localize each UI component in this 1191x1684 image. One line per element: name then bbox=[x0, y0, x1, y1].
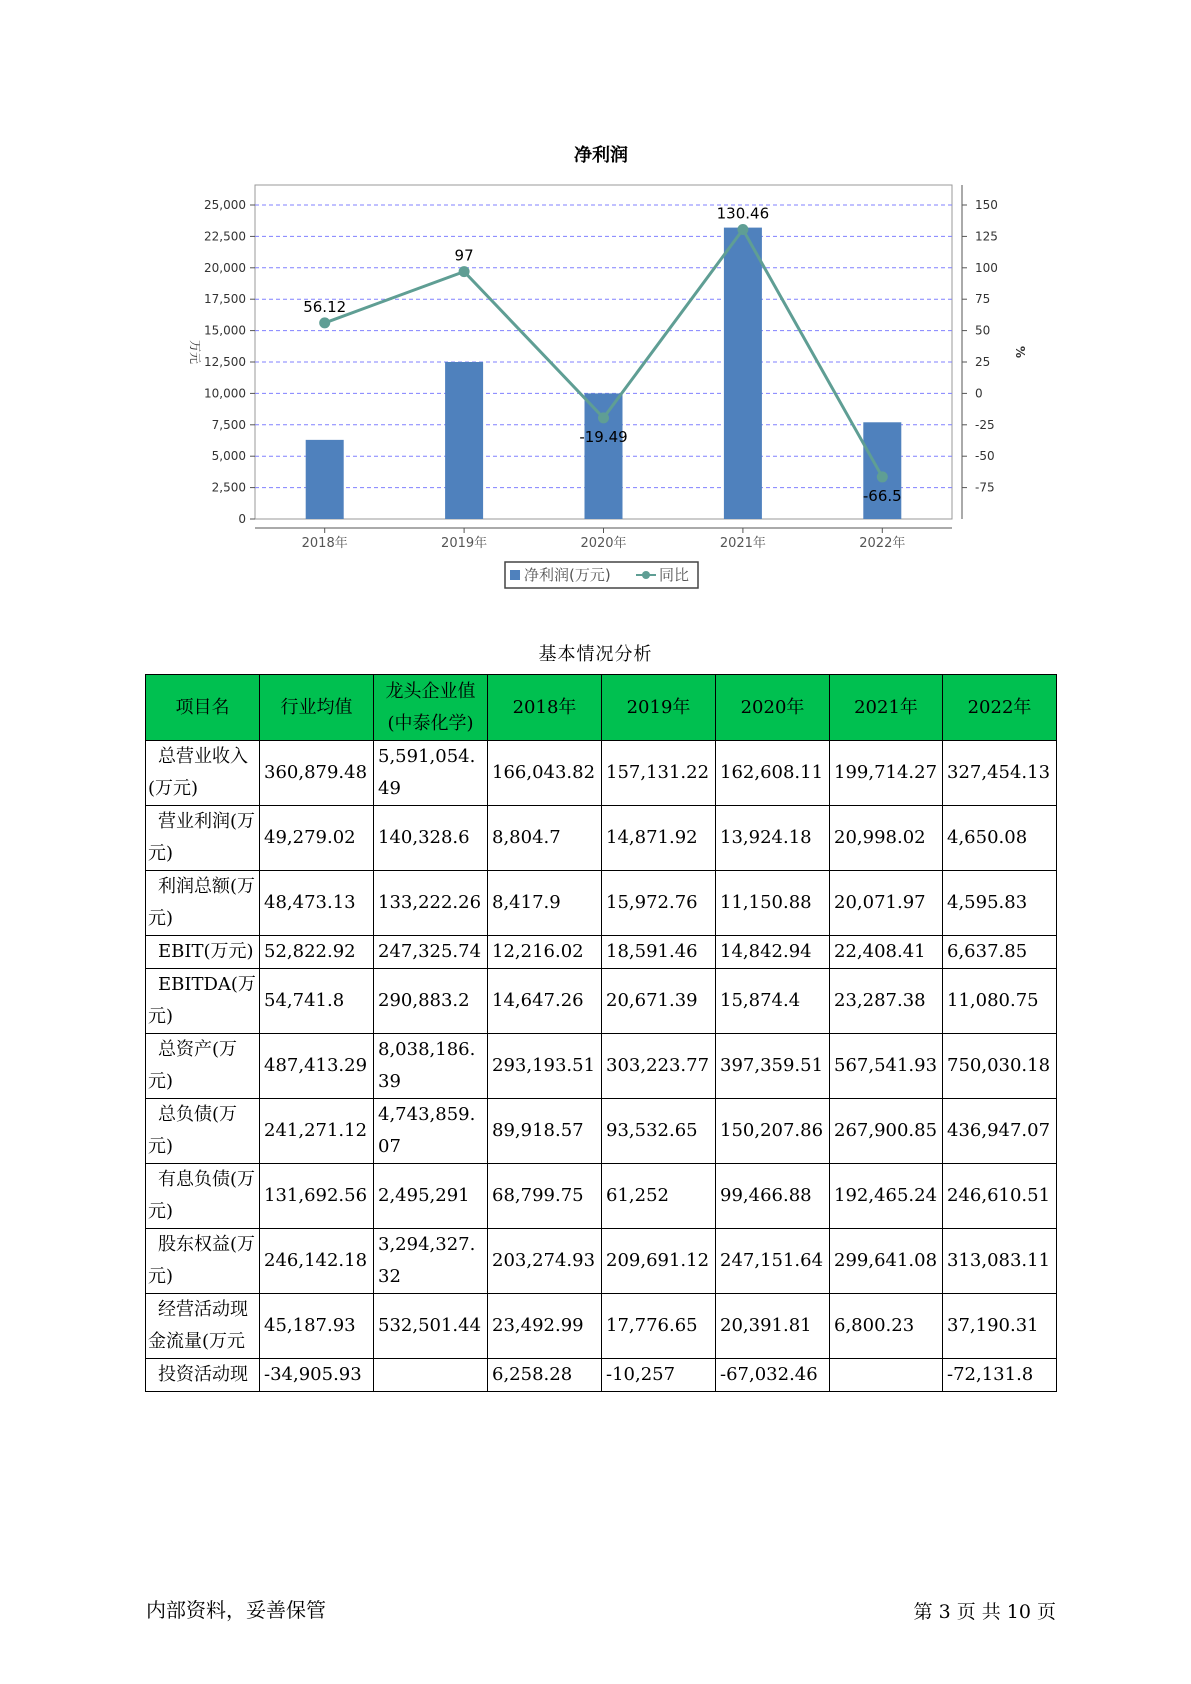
column-header: 2019年 bbox=[602, 675, 716, 741]
value-cell: 246,142.18 bbox=[260, 1229, 374, 1294]
legend-bar-swatch bbox=[510, 570, 520, 580]
value-cell: 99,466.88 bbox=[716, 1164, 830, 1229]
y-tick-label: 20,000 bbox=[204, 260, 246, 275]
yoy-data-label: 130.46 bbox=[716, 204, 770, 223]
value-cell: 68,799.75 bbox=[488, 1164, 602, 1229]
bar bbox=[585, 393, 623, 519]
yoy-data-label: 97 bbox=[454, 246, 474, 265]
value-cell: 15,874.4 bbox=[716, 969, 830, 1034]
value-cell: 2,495,291 bbox=[374, 1164, 488, 1229]
value-cell: 487,413.29 bbox=[260, 1034, 374, 1099]
value-cell: 303,223.77 bbox=[602, 1034, 716, 1099]
row-label-cell: 总负债(万元) bbox=[146, 1099, 260, 1164]
column-header: 行业均值 bbox=[260, 675, 374, 741]
y-tick-label: 17,500 bbox=[204, 292, 246, 307]
x-tick-label: 2020年 bbox=[580, 536, 627, 551]
y2-tick-label: 150 bbox=[975, 198, 998, 212]
value-cell: 12,216.02 bbox=[488, 936, 602, 969]
table-row bbox=[146, 969, 1057, 1034]
y-axis-title: 万元 bbox=[188, 339, 202, 365]
row-label-cell: EBIT(万元) bbox=[146, 936, 260, 969]
chart-title: 净利润 bbox=[574, 145, 628, 166]
value-cell: 11,080.75 bbox=[943, 969, 1057, 1034]
row-label-cell: EBITDA(万元) bbox=[146, 969, 260, 1034]
y2-tick-label: 50 bbox=[975, 323, 991, 338]
value-cell: 8,038,186.39 bbox=[374, 1034, 488, 1099]
row-label-cell: 经营活动现金流量(万元 bbox=[146, 1294, 260, 1359]
value-cell: 11,150.88 bbox=[716, 871, 830, 936]
value-cell: 299,641.08 bbox=[830, 1229, 943, 1294]
y2-tick-label: 0 bbox=[975, 386, 983, 401]
y-tick-label: 5,000 bbox=[211, 449, 246, 464]
row-label-cell: 总资产(万元) bbox=[146, 1034, 260, 1099]
table-row bbox=[146, 1034, 1057, 1099]
value-cell: 45,187.93 bbox=[260, 1294, 374, 1359]
value-cell: 20,071.97 bbox=[830, 871, 943, 936]
y2-tick-label: 25 bbox=[975, 355, 991, 369]
x-tick-label: 2019年 bbox=[441, 536, 488, 551]
column-header: 项目名 bbox=[146, 675, 260, 741]
x-tick-label: 2018年 bbox=[301, 536, 348, 551]
y2-tick-label: 125 bbox=[975, 229, 998, 244]
y-tick-label: 12,500 bbox=[204, 355, 246, 369]
value-cell: 20,391.81 bbox=[716, 1294, 830, 1359]
value-cell: 140,328.6 bbox=[374, 806, 488, 871]
value-cell: 15,972.76 bbox=[602, 871, 716, 936]
value-cell: 246,610.51 bbox=[943, 1164, 1057, 1229]
y-tick-label: 7,500 bbox=[211, 417, 246, 432]
value-cell: 14,647.26 bbox=[488, 969, 602, 1034]
value-cell: 532,501.44 bbox=[374, 1294, 488, 1359]
row-label-cell: 总营业收入(万元) bbox=[146, 741, 260, 806]
value-cell: -67,032.46 bbox=[716, 1359, 830, 1392]
value-cell: 13,924.18 bbox=[716, 806, 830, 871]
value-cell: 203,274.93 bbox=[488, 1229, 602, 1294]
basic-analysis-table bbox=[145, 674, 1057, 1392]
value-cell: 293,193.51 bbox=[488, 1034, 602, 1099]
footer-confidential-note: 内部资料，妥善保管 bbox=[146, 1598, 326, 1622]
value-cell: 327,454.13 bbox=[943, 741, 1057, 806]
value-cell: 241,271.12 bbox=[260, 1099, 374, 1164]
y2-tick-label: -50 bbox=[975, 449, 995, 464]
y2-tick-label: 100 bbox=[975, 260, 998, 275]
value-cell: 14,842.94 bbox=[716, 936, 830, 969]
value-cell bbox=[374, 1359, 488, 1392]
column-header: 龙头企业值(中泰化学) bbox=[374, 675, 488, 741]
value-cell: -72,131.8 bbox=[943, 1359, 1057, 1392]
column-header: 2021年 bbox=[830, 675, 943, 741]
value-cell: 133,222.26 bbox=[374, 871, 488, 936]
bar bbox=[306, 440, 344, 519]
row-label-cell: 有息负债(万元) bbox=[146, 1164, 260, 1229]
value-cell: 5,591,054.49 bbox=[374, 741, 488, 806]
legend-line-label: 同比 bbox=[659, 566, 690, 584]
bar bbox=[445, 362, 483, 519]
value-cell: 750,030.18 bbox=[943, 1034, 1057, 1099]
net-profit-chart bbox=[0, 0, 1191, 600]
footer-page-number: 第 3 页 共 10 页 bbox=[913, 1601, 1056, 1623]
value-cell: 6,637.85 bbox=[943, 936, 1057, 969]
yoy-point bbox=[319, 317, 330, 328]
x-tick-label: 2021年 bbox=[719, 536, 766, 551]
value-cell: 313,083.11 bbox=[943, 1229, 1057, 1294]
value-cell: 567,541.93 bbox=[830, 1034, 943, 1099]
value-cell: 4,743,859.07 bbox=[374, 1099, 488, 1164]
table-row bbox=[146, 1294, 1057, 1359]
value-cell: 436,947.07 bbox=[943, 1099, 1057, 1164]
value-cell: 23,492.99 bbox=[488, 1294, 602, 1359]
yoy-point bbox=[598, 412, 609, 423]
value-cell: 8,417.9 bbox=[488, 871, 602, 936]
value-cell: 209,691.12 bbox=[602, 1229, 716, 1294]
value-cell: 8,804.7 bbox=[488, 806, 602, 871]
y2-tick-label: -25 bbox=[975, 417, 995, 432]
value-cell: 199,714.27 bbox=[830, 741, 943, 806]
value-cell: 93,532.65 bbox=[602, 1099, 716, 1164]
table-row bbox=[146, 936, 1057, 969]
value-cell: 54,741.8 bbox=[260, 969, 374, 1034]
value-cell: 290,883.2 bbox=[374, 969, 488, 1034]
y2-axis-title: % bbox=[1013, 345, 1027, 359]
value-cell: 22,408.41 bbox=[830, 936, 943, 969]
column-header: 2022年 bbox=[943, 675, 1057, 741]
value-cell: -34,905.93 bbox=[260, 1359, 374, 1392]
value-cell: 247,151.64 bbox=[716, 1229, 830, 1294]
y-tick-label: 0 bbox=[238, 512, 246, 526]
value-cell: 61,252 bbox=[602, 1164, 716, 1229]
column-header: 2020年 bbox=[716, 675, 830, 741]
value-cell: 397,359.51 bbox=[716, 1034, 830, 1099]
value-cell: 48,473.13 bbox=[260, 871, 374, 936]
value-cell: 14,871.92 bbox=[602, 806, 716, 871]
value-cell: 37,190.31 bbox=[943, 1294, 1057, 1359]
table-row bbox=[146, 1099, 1057, 1164]
value-cell: 192,465.24 bbox=[830, 1164, 943, 1229]
value-cell bbox=[830, 1359, 943, 1392]
value-cell: -10,257 bbox=[602, 1359, 716, 1392]
table-row bbox=[146, 741, 1057, 806]
y-tick-label: 2,500 bbox=[211, 480, 246, 495]
chart-legend bbox=[505, 562, 698, 588]
y-tick-label: 22,500 bbox=[204, 229, 246, 244]
row-label-cell: 利润总额(万元) bbox=[146, 871, 260, 936]
table-caption: 基本情况分析 bbox=[538, 644, 653, 665]
value-cell: 247,325.74 bbox=[374, 936, 488, 969]
row-label-cell: 营业利润(万元) bbox=[146, 806, 260, 871]
bar-series bbox=[306, 228, 902, 519]
y-tick-label: 15,000 bbox=[204, 323, 246, 338]
value-cell: 49,279.02 bbox=[260, 806, 374, 871]
column-header: 2018年 bbox=[488, 675, 602, 741]
yoy-point bbox=[737, 224, 748, 235]
value-cell: 267,900.85 bbox=[830, 1099, 943, 1164]
value-cell: 157,131.22 bbox=[602, 741, 716, 806]
value-cell: 6,258.28 bbox=[488, 1359, 602, 1392]
y-tick-label: 10,000 bbox=[204, 386, 246, 401]
table-row bbox=[146, 806, 1057, 871]
y2-tick-label: 75 bbox=[975, 292, 991, 307]
table-row bbox=[146, 1229, 1057, 1294]
table-row bbox=[146, 1359, 1057, 1392]
row-label-cell: 股东权益(万元) bbox=[146, 1229, 260, 1294]
value-cell: 18,591.46 bbox=[602, 936, 716, 969]
y-tick-label: 25,000 bbox=[204, 198, 246, 212]
value-cell: 4,650.08 bbox=[943, 806, 1057, 871]
value-cell: 3,294,327.32 bbox=[374, 1229, 488, 1294]
legend-line-marker bbox=[642, 571, 650, 579]
value-cell: 360,879.48 bbox=[260, 741, 374, 806]
bar bbox=[724, 228, 762, 519]
y2-tick-label: -75 bbox=[975, 480, 995, 495]
table-header-row bbox=[146, 675, 1057, 741]
yoy-point bbox=[459, 266, 470, 277]
yoy-data-label: -66.5 bbox=[862, 486, 902, 505]
value-cell: 150,207.86 bbox=[716, 1099, 830, 1164]
value-cell: 4,595.83 bbox=[943, 871, 1057, 936]
yoy-data-label: -19.49 bbox=[579, 427, 628, 446]
yoy-point bbox=[877, 471, 888, 482]
row-label-cell: 投资活动现 bbox=[146, 1359, 260, 1392]
yoy-data-label: 56.12 bbox=[303, 297, 347, 316]
value-cell: 6,800.23 bbox=[830, 1294, 943, 1359]
value-cell: 20,671.39 bbox=[602, 969, 716, 1034]
value-cell: 166,043.82 bbox=[488, 741, 602, 806]
value-cell: 20,998.02 bbox=[830, 806, 943, 871]
value-cell: 131,692.56 bbox=[260, 1164, 374, 1229]
legend-bar-label: 净利润(万元) bbox=[524, 566, 611, 584]
table-row bbox=[146, 871, 1057, 936]
table-row bbox=[146, 1164, 1057, 1229]
value-cell: 23,287.38 bbox=[830, 969, 943, 1034]
value-cell: 89,918.57 bbox=[488, 1099, 602, 1164]
value-cell: 52,822.92 bbox=[260, 936, 374, 969]
value-cell: 162,608.11 bbox=[716, 741, 830, 806]
value-cell: 17,776.65 bbox=[602, 1294, 716, 1359]
x-tick-label: 2022年 bbox=[859, 536, 906, 551]
